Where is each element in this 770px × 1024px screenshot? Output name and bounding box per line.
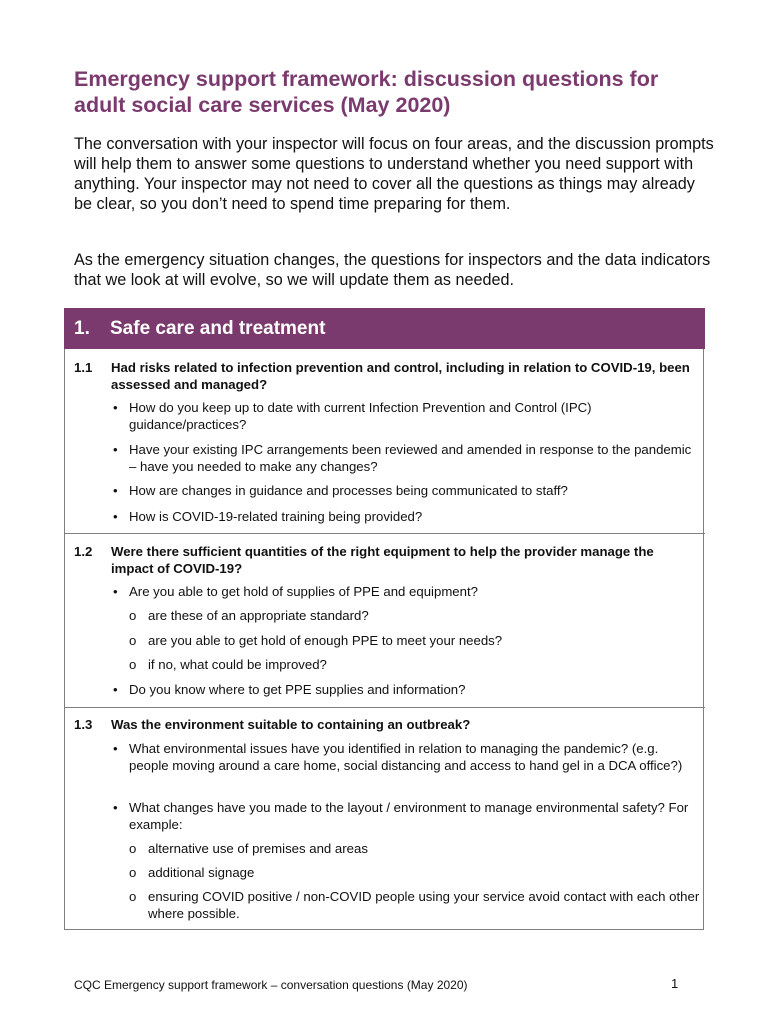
question-number: 1.3: [74, 717, 93, 732]
row-divider: [64, 533, 705, 534]
question-number: 1.2: [74, 544, 93, 559]
sub-bullet-item: o are these of an appropriate standard?: [148, 608, 700, 625]
bullet-item: • How do you keep up to date with current Infection Prevention and Control (IPC) guidance/practices?: [129, 400, 699, 433]
sub-bullet-item: o ensuring COVID positive / non-COVID people using your service avoid contact with each other where possible.: [148, 889, 700, 922]
bullet-item: • Have your existing IPC arrangements been reviewed and amended in response to the pandemic – have you needed to make any changes?: [129, 442, 699, 475]
bullet-item: • Do you know where to get PPE supplies and information?: [129, 682, 699, 699]
question-text: Were there sufficient quantities of the right equipment to help the provider manage the impact of COVID-19?: [111, 544, 654, 576]
page-number: 1: [671, 976, 679, 991]
intro-paragraph: The conversation with your inspector will focus on four areas, and the discussion prompts will help them to answer some questions to understand whether you need support with anything. Your inspector may not need to cover all the questions as things may already be clear, so you don’t need to spend time preparing for them.: [74, 135, 714, 213]
bullet-item: • What environmental issues have you identified in relation to managing the pandemic? (e.g. people moving around a care home, social distancing and access to hand gel in a DCA office?): [129, 741, 699, 774]
sub-bullet-item: o if no, what could be improved?: [148, 657, 700, 674]
footer-text: CQC Emergency support framework – conversation questions (May 2020): [74, 978, 468, 992]
question-number: 1.1: [74, 360, 93, 375]
bullet-item: • How is COVID-19-related training being provided?: [129, 509, 699, 526]
bullet-item: • What changes have you made to the layout / environment to manage environmental safety? For example:: [129, 800, 699, 833]
intro-paragraph: As the emergency situation changes, the questions for inspectors and the data indicators that we look at will evolve, so we will update them as needed.: [74, 251, 711, 289]
question-text: Had risks related to infection prevention and control, including in relation to COVID-19, been assessed and managed?: [111, 360, 690, 392]
section-number: 1.: [74, 318, 90, 339]
sub-bullet-item: o alternative use of premises and areas: [148, 841, 700, 858]
bullet-item: • Are you able to get hold of supplies of PPE and equipment?: [129, 584, 699, 601]
question-text: Was the environment suitable to containing an outbreak?: [111, 717, 471, 732]
section-title: Safe care and treatment: [110, 318, 326, 339]
section-header: [64, 308, 705, 349]
bullet-item: • How are changes in guidance and processes being communicated to staff?: [129, 483, 699, 500]
sub-bullet-item: o are you able to get hold of enough PPE to meet your needs?: [148, 633, 700, 650]
document-title: Emergency support framework: discussion questions for adult social care services (May 2020): [74, 67, 659, 117]
row-divider: [64, 707, 705, 708]
sub-bullet-item: o additional signage: [148, 865, 700, 882]
